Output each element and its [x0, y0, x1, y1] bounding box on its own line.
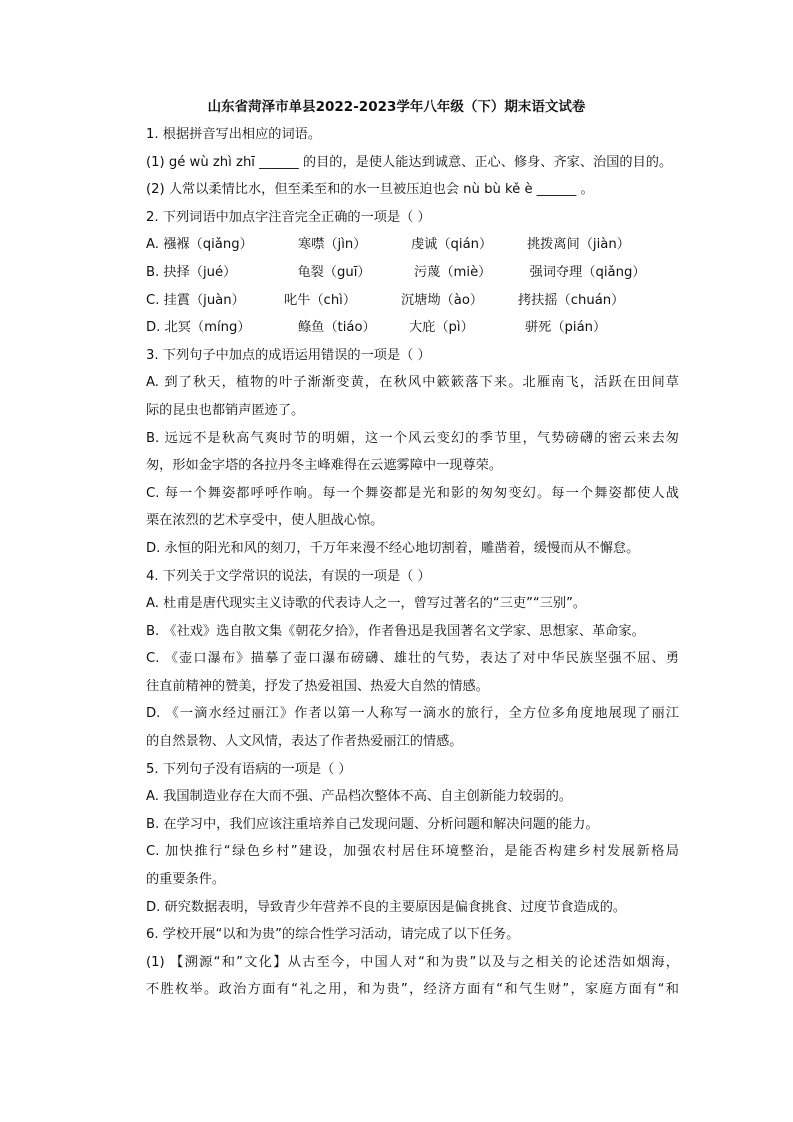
question-4-option-c-cont: 往直前精神的赞美，抒发了热爱祖国、热爱大自然的情感。: [146, 678, 489, 694]
question-1-stem: 1. 根据拼音写出相应的词语。: [146, 127, 322, 142]
question-2-stem: 2. 下列词语中加点字注音完全正确的一项是（ ）: [146, 209, 431, 225]
question-5-option-d: D. 研究数据表明，导致青少年营养不良的主要原因是偏食挑食、过度节食造成的。: [146, 899, 627, 915]
option-item: 叱牛（chì）: [284, 292, 357, 308]
question-4-stem: 4. 下列关于文学常识的说法，有误的一项是（ ）: [146, 568, 431, 584]
option-item: 寒噤（jìn）: [298, 237, 367, 253]
option-item: 骈死（pián）: [525, 320, 607, 336]
question-4-option-c: C. 《壶口瀑布》描摹了壶口瀑布磅礴、雄壮的气势，表达了对中华民族坚强不屈、勇: [146, 651, 679, 667]
question-3-option-c-cont: 栗在浓烈的艺术享受中，使人胆战心惊。: [146, 513, 384, 529]
question-2-option-c: [146, 287, 679, 315]
question-3-option-d: D. 永恒的阳光和风的刻刀，千万年来漫不经心地切割着，雕凿着，缓慢而从不懈怠。: [146, 540, 640, 556]
question-3-option-b-cont: 匆，形如金字塔的各拉丹冬主峰难得在云遮雾障中一现尊荣。: [146, 458, 503, 474]
question-3-option-a-cont: 际的昆虫也都销声匿迹了。: [146, 402, 305, 418]
option-item: B. 抉择（jué）: [146, 264, 237, 280]
option-item: 挑拨离间（jiàn）: [527, 237, 630, 253]
option-item: 拷扶摇（chuán）: [518, 292, 625, 308]
question-6-part-1-cont: 不胜枚举。政治方面有“礼之用，和为贵”，经济方面有“和气生财”，家庭方面有“和: [146, 982, 679, 998]
question-3-option-c: C. 每一个舞姿都呼呼作响。每一个舞姿都是光和影的匆匆变幻。每一个舞姿都使人战: [146, 485, 679, 501]
option-item: D. 北冥（míng）: [146, 320, 251, 336]
option-item: 龟裂（guī）: [297, 264, 371, 280]
question-3-option-a: A. 到了秋天，植物的叶子渐渐变黄，在秋风中簌簌落下来。北雁南飞，活跃在田间草: [146, 375, 679, 391]
question-4-option-d-cont: 的自然景物、人文风情，表达了作者热爱丽江的情感。: [146, 734, 463, 750]
option-item: 污蔑（miè）: [414, 264, 492, 280]
question-5-option-c-cont: 的重要条件。: [146, 872, 226, 888]
option-item: 虔诚（qián）: [411, 237, 493, 253]
question-6-stem: 6. 学校开展“以和为贵”的综合性学习活动，请完成了以下任务。: [146, 927, 520, 943]
option-item: 强词夺理（qiǎng）: [529, 264, 646, 280]
question-5-stem: 5. 下列句子没有语病的一项是（ ）: [146, 761, 352, 777]
page-title: 山东省菏泽市单县2022-2023学年八年级（下）期末语文试卷: [207, 99, 586, 115]
exam-body: [146, 121, 679, 1004]
question-4-option-d: D. 《一滴水经过丽江》作者以第一人称写一滴水的旅行，全方位多角度地展现了丽江: [146, 706, 679, 722]
question-2-option-b: [146, 259, 679, 287]
question-1-part-1: (1) gé wù zhì zhī ______ 的目的，是使人能达到诚意、正心、修身、齐家、治国的目的。: [146, 154, 673, 170]
question-5-option-b: B. 在学习中，我们应该注重培养自己发现问题、分析问题和解决问题的能力。: [146, 816, 599, 832]
question-2-option-d: [146, 314, 679, 342]
question-1-part-2: (2) 人常以柔情比水，但至柔至和的水一旦被压迫也会 nù bù kě è ______ 。: [146, 182, 594, 198]
question-2-option-a: [146, 231, 679, 259]
question-3-stem: 3. 下列句子中加点的成语运用错误的一项是（ ）: [146, 347, 431, 363]
question-4-option-b: B. 《社戏》选自散文集《朝花夕拾》，作者鲁迅是我国著名文学家、思想家、革命家。: [146, 623, 645, 639]
question-6-part-1: (1) 【溯源“和”文化】从古至今，中国人对“和为贵”以及与之相关的论述浩如烟海，: [146, 954, 679, 970]
question-5-option-a: A. 我国制造业存在大而不强、产品档次整体不高、自主创新能力较弱的。: [146, 789, 572, 805]
option-item: C. 挂霣（juàn）: [146, 292, 245, 308]
question-4-option-a: A. 杜甫是唐代现实主义诗歌的代表诗人之一，曾写过著名的“三吏”“三别”。: [146, 596, 587, 612]
question-5-option-c: C. 加快推行“绿色乡村”建设，加强农村居住环境整治，是能否构建乡村发展新格局: [146, 844, 679, 860]
question-3-option-b: B. 远远不是秋高气爽时节的明媚，这一个风云变幻的季节里，气势磅礴的密云来去匆: [146, 430, 679, 446]
option-item: 沉塘坳（ào）: [401, 292, 484, 308]
option-item: 大庇（pì）: [409, 320, 474, 336]
option-item: A. 襁褓（qiǎng）: [146, 237, 253, 253]
option-item: 鲦鱼（tiáo）: [298, 320, 376, 336]
